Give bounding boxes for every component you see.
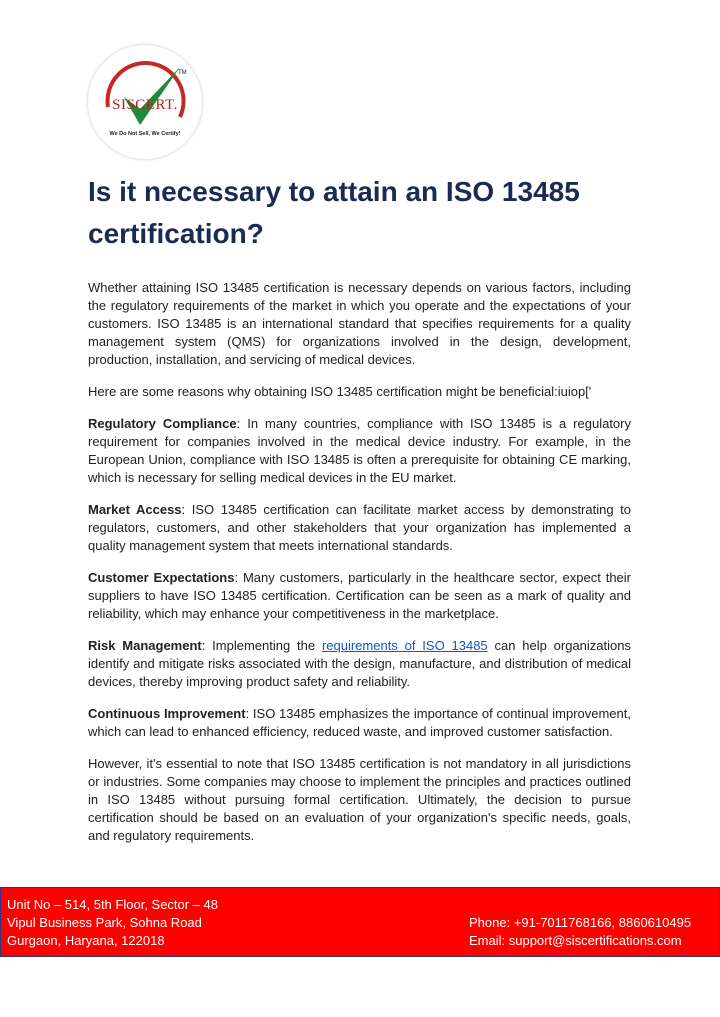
footer-phone: Phone: +91-7011768166, 8860610495: [469, 915, 692, 930]
reason-customer-expectations: [88, 569, 631, 623]
lead-paragraph: Here are some reasons why obtaining ISO 13485 certification might be beneficial:iuiop[': [88, 384, 592, 399]
reason-text: : ISO 13485 certification can facilitate market access by demonstrating to regulators, customers, and other stakeholders that your organization has implemented a quality management system that meets international standards.: [88, 502, 631, 553]
reason-heading: Regulatory Compliance: [88, 416, 237, 431]
address-line: Gurgaon, Haryana, 122018: [7, 933, 165, 948]
reason-text: : In many countries, compliance with ISO 13485 is a regulatory requirement for companies involved in the medical device industry. For example, in the European Union, compliance with ISO 13485 is often a prerequisite for obtaining CE marking, which is necessary for selling medical devices in the EU market.: [88, 416, 631, 485]
reason-text: : Implementing the: [201, 638, 322, 653]
contact-footer: [0, 887, 720, 957]
reason-continuous-improvement: [88, 705, 631, 741]
reason-regulatory-compliance: [88, 415, 631, 487]
intro-paragraph: Whether attaining ISO 13485 certification is necessary depends on various factors, including the regulatory requirements of the market in which you operate and the expectations of your customers. ISO 13485 is an international standard that specifies requirements for a quality management system (QMS) for organizations involved in the design, development, production, installation, and servicing of medical devices.: [88, 280, 631, 367]
footer-contact: [469, 914, 691, 950]
logo-trademark: TM: [178, 70, 187, 76]
footer-address: [7, 896, 218, 950]
reason-heading: Continuous Improvement: [88, 706, 246, 721]
reason-text: : Many customers, particularly in the healthcare sector, expect their suppliers to have ISO 13485 certification. Certification can be seen as a mark of quality and reliability, which may enhance your competitiveness in the marketplace.: [88, 570, 632, 621]
reason-text: can help organizations identify and mitigate risks associated with the design, manufacture, and distribution of medical devices, thereby improving product safety and reliability.: [88, 638, 631, 689]
logo-wordmark: SISCERT.: [112, 97, 178, 113]
reason-heading: Risk Management: [88, 638, 202, 653]
logo-tagline: We Do Not Sell, We Certify!: [109, 131, 181, 137]
company-logo: [88, 45, 202, 159]
reason-heading: Customer Expectations: [88, 570, 235, 585]
footer-email: Email: support@siscertifications.com: [469, 933, 682, 948]
reason-text: : ISO 13485 emphasizes the importance of continual improvement, which can lead to enhanced efficiency, reduced waste, and improved customer satisfaction.: [88, 706, 631, 739]
page-title: Is it necessary to attain an ISO 13485 certification?: [88, 176, 580, 249]
conclusion-paragraph: However, it's essential to note that ISO 13485 certification is not mandatory in all jurisdictions or industries. Some companies may choose to implement the principles and practices outlined in ISO 13485 without pursuing formal certification. Ultimately, the decision to pursue certification should be based on an evaluation of your organization's specific needs, goals, and regulatory requirements.: [88, 756, 631, 843]
iso-requirements-link[interactable]: requirements of ISO 13485: [321, 638, 488, 653]
address-line: Vipul Business Park, Sohna Road: [7, 915, 202, 930]
address-line: Unit No – 514, 5th Floor, Sector – 48: [7, 897, 219, 912]
reason-heading: Market Access: [88, 502, 182, 517]
reason-market-access: [88, 501, 631, 555]
article-body: [88, 279, 631, 859]
reason-risk-management: [88, 637, 631, 691]
